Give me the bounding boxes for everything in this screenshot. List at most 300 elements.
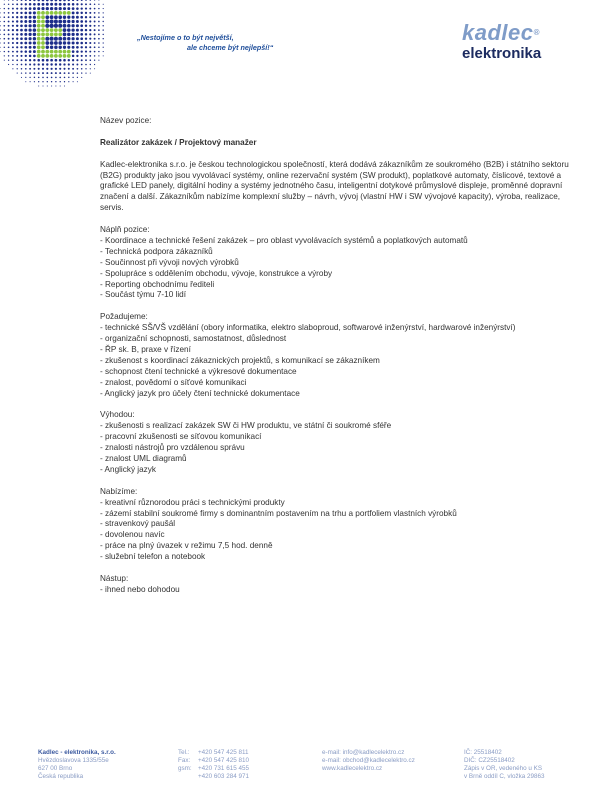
logo-field-dot xyxy=(34,77,35,78)
logo-field-dot xyxy=(25,68,27,70)
logo-field-dot xyxy=(29,3,32,6)
logo-field-dot xyxy=(20,42,23,45)
logo-e-dot xyxy=(45,54,49,58)
logo-field-dot xyxy=(16,51,18,53)
logo-field-dot xyxy=(67,28,71,32)
logo-field-dot xyxy=(33,16,36,19)
logo-field-dot xyxy=(8,0,9,1)
logo-field-dot xyxy=(98,55,99,56)
logo-field-dot xyxy=(103,51,104,52)
logo-field-dot xyxy=(59,68,61,70)
logo-field-dot xyxy=(33,24,36,27)
logo-field-dot xyxy=(45,20,49,24)
logo-field-dot xyxy=(50,59,53,62)
logo-field-dot xyxy=(12,68,13,69)
logo-e-dot xyxy=(67,11,71,15)
logo-field-dot xyxy=(67,37,70,40)
logo-field-dot xyxy=(98,38,100,40)
section-item: - znalost, povědomí o síťové komunikaci xyxy=(100,377,247,387)
logo-field-dot xyxy=(68,0,70,1)
logo-field-dot xyxy=(85,3,87,5)
logo-field-dot xyxy=(33,20,36,23)
logo-field-dot xyxy=(29,77,30,78)
position-title: Realizátor zakázek / Projektový manažer xyxy=(100,137,257,147)
registered-mark: ® xyxy=(533,28,540,37)
logo-field-dot xyxy=(16,3,18,5)
logo-field-dot xyxy=(63,37,67,41)
logo-field-dot xyxy=(72,55,75,58)
logo-field-dot xyxy=(71,24,74,27)
logo-field-dot xyxy=(76,33,79,36)
logo-field-dot xyxy=(17,68,18,69)
logo-e-dot xyxy=(37,50,41,54)
logo-field-dot xyxy=(63,63,65,65)
brand-wordmark: kadlec® xyxy=(462,20,540,45)
logo-field-dot xyxy=(12,3,14,5)
logo-field-dot xyxy=(94,33,96,35)
logo-e-dot xyxy=(50,50,54,54)
logo-field-dot xyxy=(94,42,96,44)
logo-field-dot xyxy=(47,81,48,82)
logo-field-dot xyxy=(94,4,96,6)
logo-field-dot xyxy=(4,0,5,1)
logo-field-dot xyxy=(98,4,99,5)
logo-field-dot xyxy=(25,50,28,53)
logo-field-dot xyxy=(58,24,62,28)
logo-field-dot xyxy=(12,64,13,65)
logo-field-dot xyxy=(33,59,35,61)
logo-field-dot xyxy=(45,41,49,45)
logo-field-dot xyxy=(45,24,49,28)
logo-field-dot xyxy=(80,16,83,19)
logo-e-dot xyxy=(41,28,45,32)
logo-field-dot xyxy=(71,28,74,31)
logo-field-dot xyxy=(25,77,26,78)
logo-field-dot xyxy=(58,37,62,41)
logo-field-dot xyxy=(20,16,23,19)
position-label: Název pozice: xyxy=(100,116,152,125)
logo-e-dot xyxy=(37,37,41,41)
logo-field-dot xyxy=(63,68,65,70)
logo-field-dot xyxy=(60,85,61,86)
logo-field-dot xyxy=(80,20,83,23)
logo-field-dot xyxy=(51,68,53,70)
logo-field-dot xyxy=(8,21,10,23)
logo-field-dot xyxy=(8,4,9,5)
logo-field-dot xyxy=(46,7,49,10)
logo-field-dot xyxy=(68,59,70,61)
logo-field-dot xyxy=(16,59,18,61)
logo-field-dot xyxy=(103,55,104,56)
logo-field-dot xyxy=(103,47,104,48)
logo-field-dot xyxy=(72,7,75,10)
logo-field-dot xyxy=(46,0,49,1)
logo-field-dot xyxy=(72,63,74,65)
logo-field-dot xyxy=(16,42,18,44)
footer-address xyxy=(38,749,116,781)
logo-field-dot xyxy=(55,68,57,70)
logo-e-dot xyxy=(41,33,45,37)
logo-field-dot xyxy=(85,51,87,53)
logo-field-dot xyxy=(42,81,43,82)
logo-field-dot xyxy=(68,72,70,74)
logo-field-dot xyxy=(4,21,6,23)
logo-field-dot xyxy=(64,85,65,86)
logo-e-dot xyxy=(58,11,62,15)
logo-field-dot xyxy=(33,41,36,44)
section-item: - kreativní různorodou práci s technickými produkty xyxy=(100,497,285,507)
logo-field-dot xyxy=(76,16,79,19)
section-heading: Nabízíme: xyxy=(100,486,138,496)
logo-field-dot xyxy=(21,77,22,78)
job-sections xyxy=(100,214,570,596)
logo-field-dot xyxy=(85,8,87,10)
section-item: - Reporting obchodnímu řediteli xyxy=(100,279,215,289)
logo-e-dot xyxy=(41,41,45,45)
logo-field-dot xyxy=(98,60,99,61)
logo-field-dot xyxy=(8,29,10,31)
logo-field-dot xyxy=(51,72,53,74)
logo-e-dot xyxy=(58,28,62,32)
logo-field-dot xyxy=(38,68,40,70)
logo-field-dot xyxy=(98,25,100,27)
logo-field-dot xyxy=(63,46,66,49)
logo-field-dot xyxy=(67,3,70,6)
logo-field-dot xyxy=(12,51,14,53)
logo-field-dot xyxy=(80,29,83,32)
logo-field-dot xyxy=(41,7,44,10)
logo-field-dot xyxy=(0,38,1,39)
logo-field-dot xyxy=(67,16,70,19)
logo-field-dot xyxy=(24,29,27,32)
logo-field-dot xyxy=(72,72,74,74)
logo-field-dot xyxy=(34,72,36,74)
logo-field-dot xyxy=(76,37,79,40)
logo-field-dot xyxy=(103,4,104,5)
section-item: - znalosti nástrojů pro vzdálenou správu xyxy=(100,443,245,453)
logo-e-dot xyxy=(37,45,41,49)
footer-phone-row: Fax: +420 547 425 810 xyxy=(178,757,249,765)
logo-field-dot xyxy=(89,29,91,31)
logo-field-dot xyxy=(25,7,28,10)
logo-field-dot xyxy=(68,81,69,82)
logo-field-dot xyxy=(12,20,14,22)
logo-field-dot xyxy=(20,3,22,5)
logo-field-dot xyxy=(38,81,39,82)
logo-field-dot xyxy=(33,68,35,70)
logo-field-dot xyxy=(81,55,83,57)
logo-field-dot xyxy=(29,11,32,14)
section-item: - organizační schopnosti, samostatnost, důslednost xyxy=(100,334,287,344)
logo-field-dot xyxy=(0,17,1,18)
logo-field-dot xyxy=(20,29,23,32)
section-item: - služební telefon a notebook xyxy=(100,552,206,562)
logo-field-dot xyxy=(81,59,83,61)
logo-e-dot xyxy=(41,54,45,58)
logo-field-dot xyxy=(8,64,9,65)
logo-field-dot xyxy=(24,37,27,40)
logo-field-dot xyxy=(81,72,82,73)
logo-field-dot xyxy=(50,37,54,41)
footer-court: Zápis v OR, vedeného u KS xyxy=(464,765,543,773)
logo-field-dot xyxy=(81,3,83,5)
logo-field-dot xyxy=(24,33,27,36)
logo-field-dot xyxy=(29,0,31,1)
logo-field-dot xyxy=(81,7,83,9)
logo-field-dot xyxy=(98,51,99,52)
logo-field-dot xyxy=(94,25,96,27)
logo-field-dot xyxy=(0,8,1,9)
logo-field-dot xyxy=(21,72,22,73)
logo-field-dot xyxy=(3,25,5,27)
logo-field-dot xyxy=(90,64,91,65)
logo-field-dot xyxy=(25,81,26,82)
logo-field-dot xyxy=(50,7,53,10)
logo-field-dot xyxy=(42,72,44,74)
section-item: - schopnost čtení technické a výkresové dokumentace xyxy=(100,366,297,376)
logo-field-dot xyxy=(103,12,104,13)
logo-e-dot xyxy=(45,33,49,37)
logo-field-dot xyxy=(54,3,57,6)
logo-field-dot xyxy=(72,16,75,19)
logo-field-dot xyxy=(59,63,61,65)
logo-field-dot xyxy=(89,20,91,22)
logo-field-dot xyxy=(0,34,1,35)
logo-e-dot xyxy=(37,15,41,19)
logo-field-dot xyxy=(72,59,74,61)
section-item: - Spolupráce s oddělením obchodu, vývoje, konstrukce a výroby xyxy=(100,268,333,278)
logo-field-dot xyxy=(8,46,10,48)
logo-field-dot xyxy=(16,38,18,40)
logo-field-dot xyxy=(76,24,79,27)
logo-field-dot xyxy=(20,33,23,36)
logo-field-dot xyxy=(28,33,31,36)
footer-web xyxy=(322,749,415,773)
section-item: - technické SŠ/VŠ vzdělání (obory informatika, elektro slaboproud, softwarové inženýrství, hardwarové inženýrství) xyxy=(100,323,516,333)
logo-e-dot xyxy=(50,28,54,32)
logo-field-dot xyxy=(12,59,14,61)
logo-field-dot xyxy=(59,77,61,79)
logo-field-dot xyxy=(89,42,91,44)
logo-field-dot xyxy=(94,64,95,65)
logo-field-dot xyxy=(33,63,35,65)
logo-field-dot xyxy=(98,8,99,9)
logo-field-dot xyxy=(4,12,5,13)
logo-field-dot xyxy=(8,12,10,14)
logo-e-dot xyxy=(54,11,58,15)
logo-field-dot xyxy=(81,50,83,52)
logo-field-dot xyxy=(20,7,22,9)
logo-field-dot xyxy=(54,7,57,10)
logo-field-dot xyxy=(24,12,27,15)
logo-field-dot xyxy=(85,20,87,22)
logo-field-dot xyxy=(103,8,104,9)
logo-field-dot xyxy=(77,77,78,78)
footer-email-info: e-mail: info@kadlecelektro.cz xyxy=(322,749,405,756)
logo-field-dot xyxy=(42,77,44,79)
logo-field-dot xyxy=(67,20,70,23)
logo-e-dot xyxy=(63,50,67,54)
logo-field-dot xyxy=(45,37,49,41)
logo-field-dot xyxy=(46,72,48,74)
logo-field-dot xyxy=(76,64,78,66)
logo-field-dot xyxy=(51,81,52,82)
logo-e-dot xyxy=(63,54,67,58)
logo-field-dot xyxy=(8,51,10,53)
section-item: - ihned nebo dohodou xyxy=(100,584,180,594)
logo-field-dot xyxy=(72,46,75,49)
logo-field-dot xyxy=(8,60,9,61)
logo-field-dot xyxy=(4,51,5,52)
logo-field-dot xyxy=(85,25,87,27)
logo-field-dot xyxy=(4,60,5,61)
footer-registry xyxy=(464,749,545,781)
logo-field-dot xyxy=(51,85,52,86)
logo-field-dot xyxy=(29,20,32,23)
company-intro: Kadlec-elektronika s.r.o. je českou technologickou společností, která dodává zákazníkům ze soukromého (B2B) i státního sektoru (B2G) produkty jako jsou vyvolávací systémy, online rezervační systém (SW produkt), poplatkové automaty, číslicové, textové a grafické LED panely, digitální hodiny a systémy jednotného času, inteligentní dotykové průmyslové displeje, proměnné dopravní značení a další. Zákazníkům nabízíme komplexní služby – návrh, vývoj (vlastní HW i SW vývojové kapacity), výroba, realizace, servis. xyxy=(100,159,569,213)
logo-field-dot xyxy=(89,46,91,48)
logo-field-dot xyxy=(4,47,5,48)
logo-field-dot xyxy=(54,41,58,45)
logo-field-dot xyxy=(55,59,58,62)
logo-field-dot xyxy=(76,59,78,61)
logo-field-dot xyxy=(72,68,74,70)
logo-field-dot xyxy=(54,37,58,41)
logo-e-dot xyxy=(37,33,41,37)
brand-logo xyxy=(462,22,582,62)
logo-field-dot xyxy=(12,25,14,27)
logo-field-dot xyxy=(102,34,103,35)
logo-field-dot xyxy=(76,46,79,49)
logo-field-dot xyxy=(89,12,91,14)
logo-field-dot xyxy=(72,41,75,44)
logo-field-dot xyxy=(94,8,96,10)
logo-field-dot xyxy=(20,37,23,40)
logo-field-dot xyxy=(54,24,58,28)
section-item: - zázemí stabilní soukromé firmy s dominantním postavením na trhu a portfoliem vlastních výrobků xyxy=(100,508,457,518)
logo-field-dot xyxy=(12,8,14,10)
logo-field-dot xyxy=(89,16,91,18)
logo-field-dot xyxy=(33,0,35,1)
logo-field-dot xyxy=(33,11,36,14)
logo-field-dot xyxy=(80,37,83,40)
logo-field-dot xyxy=(4,8,5,9)
logo-field-dot xyxy=(16,33,18,35)
logo-field-dot xyxy=(98,47,100,49)
logo-field-dot xyxy=(37,7,40,10)
logo-field-dot xyxy=(12,33,14,35)
logo-field-dot xyxy=(90,68,91,69)
logo-field-dot xyxy=(80,46,82,48)
logo-e-dot xyxy=(54,54,58,58)
logo-field-dot xyxy=(21,68,23,70)
section-item: - zkušenost s koordinací zákaznických projektů, s komunikací se zákazníkem xyxy=(100,355,380,365)
logo-field-dot xyxy=(76,50,79,53)
logo-field-dot xyxy=(16,8,18,10)
logo-field-dot xyxy=(50,46,54,50)
logo-field-dot xyxy=(20,50,22,52)
section-item: - dovolenou navíc xyxy=(100,530,165,540)
logo-field-dot xyxy=(94,68,95,69)
logo-field-dot xyxy=(98,21,100,23)
logo-field-dot xyxy=(8,16,10,18)
logo-field-dot xyxy=(20,24,23,27)
logo-field-dot xyxy=(81,77,82,78)
logo-field-dot xyxy=(34,81,35,82)
logo-field-dot xyxy=(16,16,18,18)
logo-field-dot xyxy=(94,38,96,40)
logo-field-dot xyxy=(102,25,103,26)
logo-e-dot xyxy=(41,45,45,49)
logo-field-dot xyxy=(29,7,32,10)
section-heading: Náplň pozice: xyxy=(100,225,150,235)
logo-e-dot xyxy=(54,50,58,54)
footer-court-2: v Brně oddíl C, vložka 29863 xyxy=(464,773,545,781)
company-slogan xyxy=(137,33,273,53)
section-item: - Anglický jazyk xyxy=(100,464,156,474)
logo-field-dot xyxy=(63,3,66,6)
logo-field-dot xyxy=(94,21,96,23)
logo-field-dot xyxy=(28,24,31,27)
section-heading: Nástup: xyxy=(100,573,129,583)
section-item: - ŘP sk. B, praxe v řízení xyxy=(100,344,191,354)
logo-field-dot xyxy=(38,63,40,65)
section-item: - Technická podpora zákazníků xyxy=(100,246,213,256)
logo-field-dot xyxy=(77,72,79,74)
section-item: - Součást týmu 7-10 lidí xyxy=(100,290,187,300)
logo-field-dot xyxy=(8,55,9,56)
logo-field-dot xyxy=(0,21,1,22)
logo-field-dot xyxy=(102,29,103,30)
logo-field-dot xyxy=(59,59,62,62)
logo-field-dot xyxy=(55,0,58,1)
logo-field-dot xyxy=(68,63,70,65)
logo-field-dot xyxy=(90,59,92,61)
logo-field-dot xyxy=(63,41,66,44)
logo-e-dot xyxy=(41,37,45,41)
logo-field-dot xyxy=(38,85,39,86)
logo-field-dot xyxy=(25,55,27,57)
logo-field-dot xyxy=(16,46,18,48)
section-item: - pracovní zkušenosti se síťovou komunikací xyxy=(100,432,262,442)
logo-field-dot xyxy=(3,29,5,31)
logo-field-dot xyxy=(85,73,86,74)
slogan-line-2: ale chceme být nejlepší!“ xyxy=(187,43,274,52)
logo-field-dot xyxy=(94,51,96,53)
logo-e-dot xyxy=(41,50,45,54)
logo-field-dot xyxy=(17,73,18,74)
section-item: - Koordinace a technické řešení zakázek – pro oblast vyvolávacích systémů a poplatkových automatů xyxy=(100,235,468,245)
logo-field-dot xyxy=(85,33,87,35)
logo-field-dot xyxy=(55,72,57,74)
logo-e-dot xyxy=(41,24,45,28)
logo-field-dot xyxy=(12,42,14,44)
logo-field-dot xyxy=(4,4,5,5)
logo-field-dot xyxy=(85,46,87,48)
logo-field-dot xyxy=(33,3,36,6)
logo-field-dot xyxy=(80,12,82,14)
logo-field-dot xyxy=(29,63,31,65)
footer-phone-row: Tel.: +420 547 425 811 xyxy=(178,749,249,756)
logo-field-dot xyxy=(94,16,96,18)
logo-field-dot xyxy=(42,3,45,6)
brand-subtitle: elektronika xyxy=(462,45,542,62)
logo-field-dot xyxy=(24,16,27,19)
section-item: - znalost UML diagramů xyxy=(100,454,187,464)
logo-field-dot xyxy=(12,46,14,48)
logo-field-dot xyxy=(29,72,31,74)
logo-field-dot xyxy=(85,55,87,57)
